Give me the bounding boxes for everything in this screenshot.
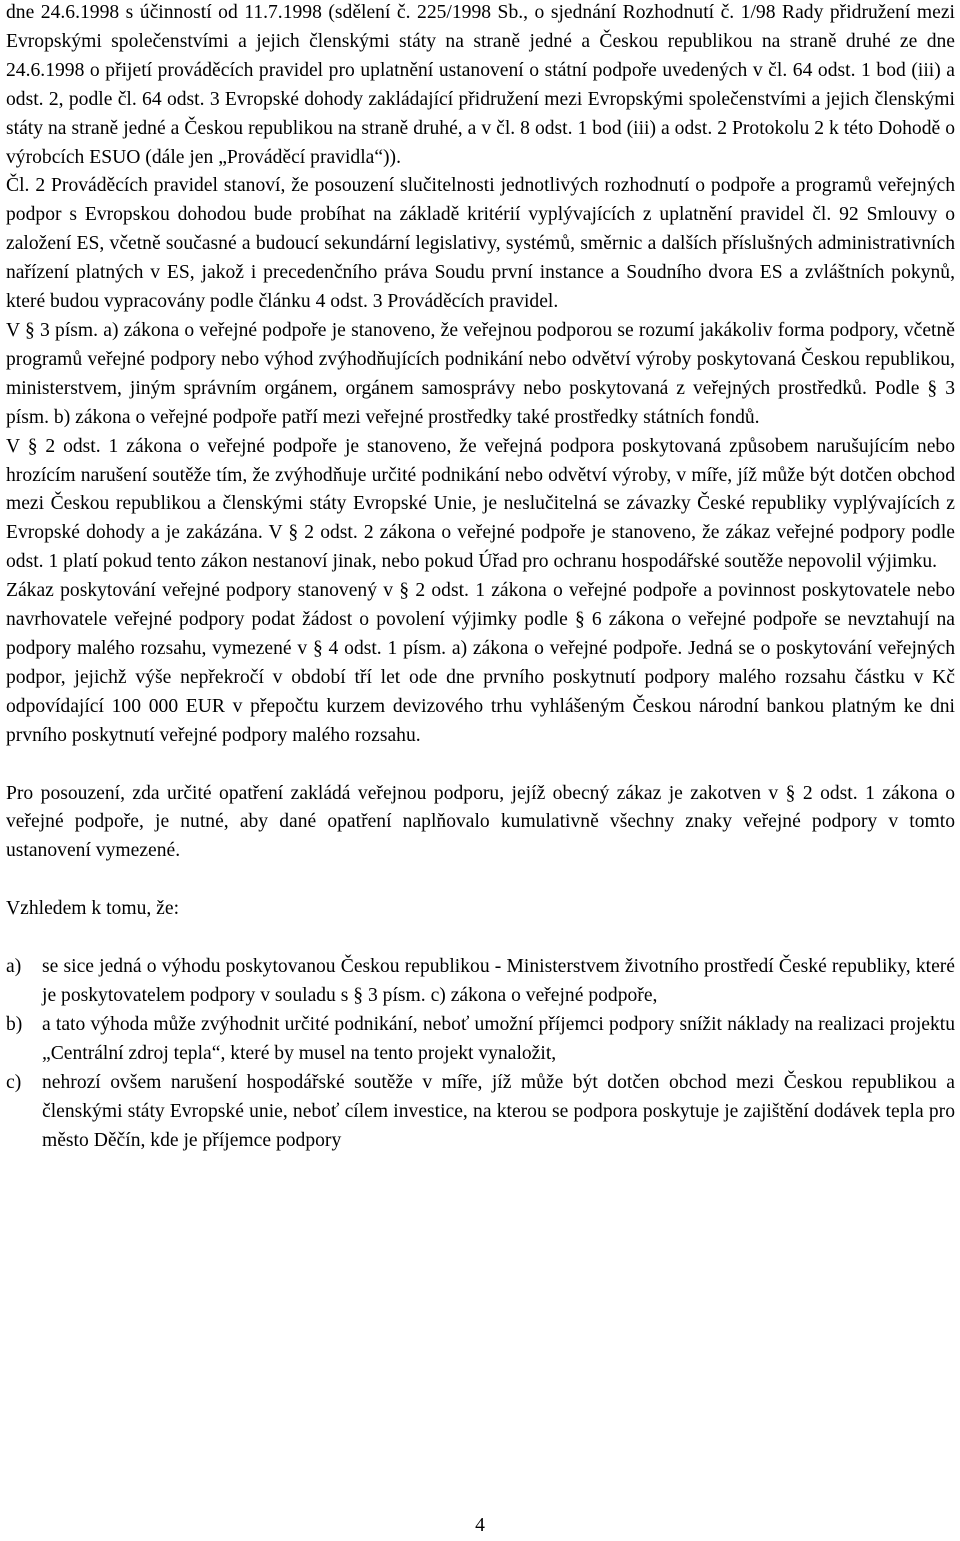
paragraph-spacer [6,866,955,895]
paragraph-spacer [6,924,955,953]
list-item-text: nehrozí ovšem narušení hospodářské soutěže v míře, jíž může být dotčen obchod mezi Českou republikou a členskými státy Evropské unie, neboť cílem investice, na kterou se podpora poskytuje je zajištění dodávek tepla pro město Děčín, kde je příjemce podpory [42,1071,955,1151]
paragraph-cl-2: Čl. 2 Prováděcích pravidel stanoví, že posouzení slučitelnosti jednotlivých rozhodnutí o podpoře a programů veřejných podpor s Evropskou dohodou bude probíhat na základě kritérií vyplývajících z uplatnění pravidel čl. 92 Smlouvy o založení ES, včetně současné a budoucí sekundární legislativy, systémů, směrnic a dalších příslušných administrativních nařízení platných v ES, jakož i precedenčního práva Soudu první instance a Soudního dvora ES a zvláštních pokynů, které budou vypracovány podle článku 4 odst. 3 Prováděcích pravidel. [6,175,955,313]
list-marker: c) [6,1071,22,1093]
paragraph-intro: Vzhledem k tomu, že: [6,898,180,920]
list-item [6,1069,955,1156]
list-item [6,1011,955,1069]
paragraph-zakaz: Zákaz poskytování veřejné podpory stanovený v § 2 odst. 1 zákona o veřejné podpoře a povinnost poskytovatele nebo navrhovatele veřejné podpory podat žádost o povolení výjimky podle § 6 zákona o veřejné podpoře se nevztahují na podpory malého rozsahu, vymezené v § 4 odst. 1 písm. a) zákona o veřejné podpoře. Jedná se o poskytování veřejných podpor, jejichž výše nepřekročí v období tří let ode dne prvního poskytnutí podpory malého rozsahu částku v Kč odpovídající 100 000 EUR v přepočtu kurzem devizového trhu vyhlášeným Českou národní bankou platným ke dni prvního poskytnutí veřejné podpory malého rozsahu. [6,580,955,746]
document-body [6,0,955,1156]
paragraph-spacer [6,751,955,780]
page-number: 4 [475,1515,485,1536]
list-item [6,953,955,1011]
paragraph-par-3: V § 3 písm. a) zákona o veřejné podpoře je stanoveno, že veřejnou podporou se rozumí jakákoliv forma podpory, včetně programů veřejné podpory nebo výhod zvýhodňujících podnikání nebo odvětví výroby poskytovaná Českou republikou, ministerstvem, jiným správním orgánem, orgánem samosprávy nebo poskytovaná z veřejných prostředků. Podle § 3 písm. b) zákona o veřejné podpoře patří mezi veřejné prostředky také prostředky státních fondů. [6,319,955,428]
paragraph-assessment: Pro posouzení, zda určité opatření zakládá veřejnou podporu, jejíž obecný zákaz je zakotven v § 2 odst. 1 zákona o veřejné podpoře, je nutné, aby dané opatření naplňovalo kumulativně všechny znaky veřejné podpory v tomto ustanovení vymezené. [6,782,955,862]
list-marker: b) [6,1014,23,1035]
paragraph-par-2: V § 2 odst. 1 zákona o veřejné podpoře je stanoveno, že veřejná podpora poskytovaná způsobem narušujícím nebo hrozícím narušení soutěže tím, že zvýhodňuje určité podnikání nebo odvětví výroby, v míře, jíž může být dotčen obchod mezi Českou republikou a členskými státy Evropské Unie, je neslučitelná se závazky České republiky vyplývajících z Evropské dohody a je zakázána. V § 2 odst. 2 zákona o veřejné podpoře je stanoveno, že zákaz veřejné podpory podle odst. 1 platí pokud tento zákon nestanoví jinak, nebo pokud Úřad pro ochranu hospodářské soutěže nepovolil výjimku. [6,435,955,573]
paragraph-sdeleni: dne 24.6.1998 s účinností od 11.7.1998 (sdělení č. 225/1998 Sb., o sjednání Rozhodnutí č. 1/98 Rady přidružení mezi Evropskými společenstvími a jejich členskými státy na straně jedné a Českou republikou na straně druhé ze dne 24.6.1998 o přijetí prováděcích pravidel pro uplatnění ustanovení o státní podpoře uvedených v čl. 64 odst. 1 bod (iii) a odst. 2, podle čl. 64 odst. 3 Evropské dohody zakládající přidružení mezi Evropskými společenstvími a jejich členskými státy na straně jedné a Českou republikou na straně druhé, a v čl. 8 odst. 1 bod (iii) a odst. 2 Protokolu 2 k této Dohodě o výrobcích ESUO (dále jen „Prováděcí pravidla“)). [6,2,955,168]
list-item-text: se sice jedná o výhodu poskytovanou Českou republikou - Ministerstvem životního prostředí České republiky, které je poskytovatelem podpory v souladu s § 3 písm. c) zákona o veřejné podpoře, [42,956,955,1007]
list-item-text: a tato výhoda může zvýhodnit určité podnikání, neboť umožní příjemci podpory snížit náklady na realizaci projektu „Centrální zdroj tepla“, které by musel na tento projekt vynaložit, [42,1014,955,1064]
reason-list [6,953,955,1155]
list-marker: a) [6,956,22,978]
